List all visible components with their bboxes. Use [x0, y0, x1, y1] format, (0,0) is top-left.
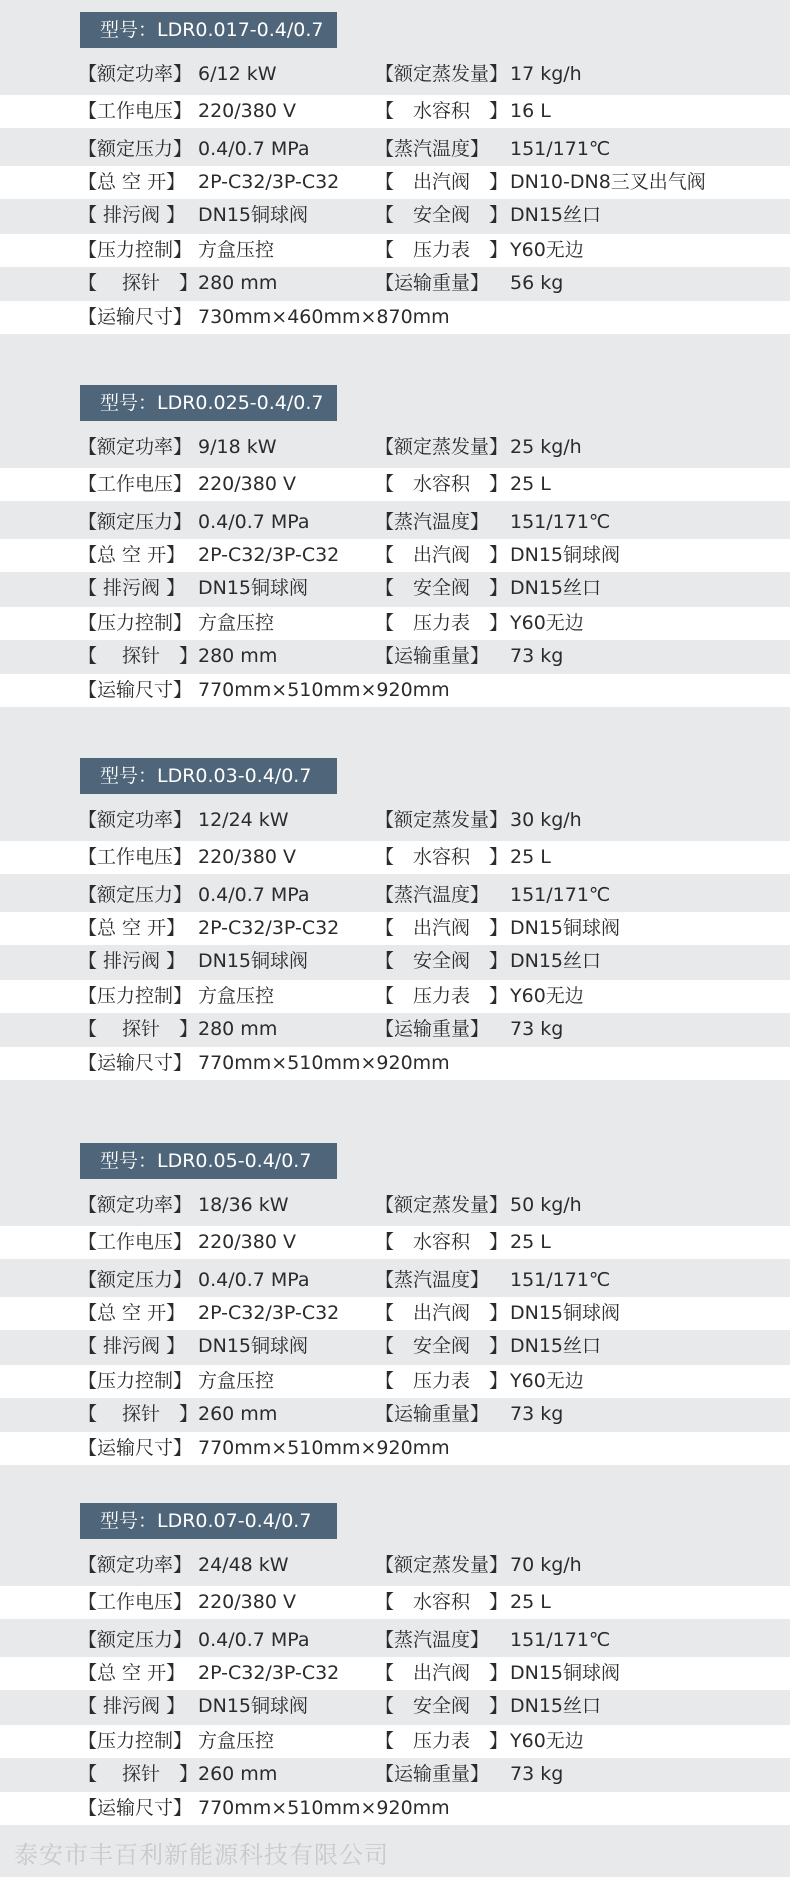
spec-value: Y60无边 [510, 1730, 584, 1752]
spec-label: 【工作电压】 [78, 1231, 193, 1253]
spec-label: 【工作电压】 [78, 100, 193, 122]
spec-row [0, 1013, 790, 1046]
spec-value: 方盒压控 [198, 985, 275, 1007]
spec-label: 【运输尺寸】 [78, 1437, 193, 1459]
spec-value: 2P-C32/3P-C32 [198, 171, 340, 193]
spec-value: 70 kg/h [510, 1554, 582, 1576]
spec-label: 【 安全阀 】 [375, 1695, 509, 1717]
spec-label: 【 安全阀 】 [375, 950, 509, 972]
spec-label: 【额定压力】 [78, 1629, 193, 1651]
spec-row [0, 95, 790, 128]
spec-value: 9/18 kW [198, 436, 277, 458]
spec-value: 方盒压控 [198, 1370, 275, 1392]
spec-label: 【额定功率】 [78, 1554, 193, 1576]
spec-label: 【 排污阀 】 [78, 950, 186, 972]
spec-row [0, 1432, 790, 1465]
spec-row [0, 1624, 790, 1657]
spec-label: 【蒸汽温度】 [375, 511, 490, 533]
spec-value: Y60无边 [510, 239, 584, 261]
spec-label: 【工作电压】 [78, 846, 193, 868]
spec-label: 【 安全阀 】 [375, 1335, 509, 1357]
spec-label: 【总 空 开】 [78, 1662, 186, 1684]
spec-label: 【额定功率】 [78, 436, 193, 458]
spec-row [0, 234, 790, 267]
spec-label: 【运输尺寸】 [78, 1797, 193, 1819]
spec-label: 【运输尺寸】 [78, 679, 193, 701]
spec-value: DN15丝口 [510, 204, 602, 226]
spec-value: 280 mm [198, 272, 278, 294]
spec-row [0, 58, 790, 91]
spec-label: 【 出汽阀 】 [375, 1662, 509, 1684]
spec-value: 25 L [510, 1591, 551, 1613]
spec-label: 【 出汽阀 】 [375, 544, 509, 566]
spec-value: 151/171℃ [510, 138, 611, 160]
spec-row [0, 1189, 790, 1222]
spec-value: 12/24 kW [198, 809, 289, 831]
spec-value: 220/380 V [198, 473, 296, 495]
spec-row [0, 912, 790, 945]
spec-label: 【额定功率】 [78, 63, 193, 85]
spec-value: 280 mm [198, 645, 278, 667]
spec-label: 【 水容积 】 [375, 100, 509, 122]
spec-value: 16 L [510, 100, 551, 122]
spec-row [0, 133, 790, 166]
spec-label: 【压力控制】 [78, 1730, 193, 1752]
spec-label: 【 探针 】 [78, 272, 199, 294]
spec-value: DN15铜球阀 [510, 544, 621, 566]
spec-value: 770mm×510mm×920mm [198, 1797, 450, 1819]
spec-row [0, 1226, 790, 1259]
spec-value: 260 mm [198, 1763, 278, 1785]
spec-label: 【总 空 开】 [78, 544, 186, 566]
spec-label: 【运输尺寸】 [78, 306, 193, 328]
spec-row [0, 1047, 790, 1080]
spec-label: 【 压力表 】 [375, 612, 509, 634]
model-title: 型号：LDR0.05-0.4/0.7 [80, 1143, 337, 1179]
spec-value: DN15铜球阀 [510, 1662, 621, 1684]
spec-label: 【 排污阀 】 [78, 1695, 186, 1717]
model-title: 型号：LDR0.03-0.4/0.7 [80, 758, 337, 794]
spec-value: 方盒压控 [198, 612, 275, 634]
spec-value: 770mm×510mm×920mm [198, 1437, 450, 1459]
spec-label: 【总 空 开】 [78, 1302, 186, 1324]
spec-label: 【 探针 】 [78, 1403, 199, 1425]
spec-row [0, 572, 790, 605]
spec-row [0, 980, 790, 1013]
spec-value: 770mm×510mm×920mm [198, 679, 450, 701]
spec-row [0, 804, 790, 837]
model-block [0, 1143, 790, 1488]
spec-value: DN15丝口 [510, 1335, 602, 1357]
spec-label: 【额定蒸发量】 [375, 63, 509, 85]
spec-value: DN15铜球阀 [510, 1302, 621, 1324]
spec-value: 770mm×510mm×920mm [198, 1052, 450, 1074]
spec-row [0, 945, 790, 978]
model-block [0, 1503, 790, 1848]
spec-value: DN15铜球阀 [198, 204, 309, 226]
spec-value: 17 kg/h [510, 63, 582, 85]
spec-label: 【 水容积 】 [375, 1231, 509, 1253]
spec-value: 25 L [510, 473, 551, 495]
spec-row [0, 301, 790, 334]
spec-label: 【额定压力】 [78, 511, 193, 533]
spec-value: 260 mm [198, 1403, 278, 1425]
spec-value: DN15铜球阀 [198, 1695, 309, 1717]
spec-label: 【 排污阀 】 [78, 577, 186, 599]
spec-label: 【 水容积 】 [375, 1591, 509, 1613]
spec-value: 73 kg [510, 1763, 564, 1785]
spec-value: 73 kg [510, 1018, 564, 1040]
spec-row [0, 468, 790, 501]
spec-label: 【 压力表 】 [375, 985, 509, 1007]
spec-label: 【压力控制】 [78, 985, 193, 1007]
spec-row [0, 1792, 790, 1825]
model-block [0, 12, 790, 357]
spec-value: 220/380 V [198, 846, 296, 868]
spec-value: 151/171℃ [510, 884, 611, 906]
spec-row [0, 674, 790, 707]
spec-label: 【运输尺寸】 [78, 1052, 193, 1074]
spec-row [0, 267, 790, 300]
spec-value: 280 mm [198, 1018, 278, 1040]
spec-label: 【额定蒸发量】 [375, 1194, 509, 1216]
spec-value: Y60无边 [510, 1370, 584, 1392]
spec-value: 220/380 V [198, 100, 296, 122]
spec-label: 【额定蒸发量】 [375, 436, 509, 458]
spec-row [0, 1758, 790, 1791]
spec-value: 0.4/0.7 MPa [198, 511, 310, 533]
spec-label: 【 水容积 】 [375, 846, 509, 868]
spec-value: DN15铜球阀 [198, 950, 309, 972]
spec-row [0, 166, 790, 199]
spec-value: 50 kg/h [510, 1194, 582, 1216]
spec-label: 【 安全阀 】 [375, 577, 509, 599]
spec-label: 【额定功率】 [78, 809, 193, 831]
spec-value: Y60无边 [510, 612, 584, 634]
spec-value: 151/171℃ [510, 1269, 611, 1291]
model-block [0, 385, 790, 730]
spec-label: 【工作电压】 [78, 1591, 193, 1613]
spec-row [0, 199, 790, 232]
model-title: 型号：LDR0.07-0.4/0.7 [80, 1503, 337, 1539]
spec-row [0, 1657, 790, 1690]
model-title: 型号：LDR0.025-0.4/0.7 [80, 385, 337, 421]
spec-label: 【运输重量】 [375, 272, 490, 294]
spec-value: 30 kg/h [510, 809, 582, 831]
spec-row [0, 607, 790, 640]
spec-row [0, 879, 790, 912]
spec-value: 24/48 kW [198, 1554, 289, 1576]
spec-value: 220/380 V [198, 1591, 296, 1613]
spec-label: 【 出汽阀 】 [375, 917, 509, 939]
spec-label: 【运输重量】 [375, 1763, 490, 1785]
spec-row [0, 1586, 790, 1619]
spec-value: 151/171℃ [510, 1629, 611, 1651]
model-title: 型号：LDR0.017-0.4/0.7 [80, 12, 337, 48]
spec-label: 【蒸汽温度】 [375, 1269, 490, 1291]
spec-value: DN10-DN8三叉出气阀 [510, 171, 706, 193]
spec-value: DN15丝口 [510, 577, 602, 599]
spec-label: 【 探针 】 [78, 1763, 199, 1785]
spec-label: 【额定压力】 [78, 138, 193, 160]
spec-row [0, 1690, 790, 1723]
spec-label: 【 压力表 】 [375, 1370, 509, 1392]
spec-label: 【 水容积 】 [375, 473, 509, 495]
spec-value: DN15铜球阀 [198, 577, 309, 599]
spec-label: 【额定蒸发量】 [375, 1554, 509, 1576]
spec-value: 0.4/0.7 MPa [198, 138, 310, 160]
spec-value: Y60无边 [510, 985, 584, 1007]
spec-value: 2P-C32/3P-C32 [198, 1662, 340, 1684]
spec-value: 0.4/0.7 MPa [198, 884, 310, 906]
spec-label: 【 探针 】 [78, 1018, 199, 1040]
spec-label: 【蒸汽温度】 [375, 884, 490, 906]
spec-value: 730mm×460mm×870mm [198, 306, 450, 328]
spec-value: 2P-C32/3P-C32 [198, 917, 340, 939]
spec-value: 方盒压控 [198, 239, 275, 261]
spec-label: 【额定功率】 [78, 1194, 193, 1216]
spec-label: 【总 空 开】 [78, 171, 186, 193]
spec-row [0, 1297, 790, 1330]
spec-label: 【 压力表 】 [375, 1730, 509, 1752]
spec-label: 【运输重量】 [375, 645, 490, 667]
spec-value: 220/380 V [198, 1231, 296, 1253]
spec-row [0, 1398, 790, 1431]
spec-row [0, 539, 790, 572]
spec-label: 【额定压力】 [78, 884, 193, 906]
spec-row [0, 841, 790, 874]
spec-value: 0.4/0.7 MPa [198, 1629, 310, 1651]
spec-label: 【总 空 开】 [78, 917, 186, 939]
company-watermark: 泰安市丰百利新能源科技有限公司 [14, 1841, 389, 1869]
spec-row [0, 640, 790, 673]
model-block [0, 758, 790, 1103]
spec-label: 【运输重量】 [375, 1018, 490, 1040]
spec-value: 方盒压控 [198, 1730, 275, 1752]
spec-label: 【 出汽阀 】 [375, 171, 509, 193]
spec-label: 【 探针 】 [78, 645, 199, 667]
spec-value: 25 kg/h [510, 436, 582, 458]
spec-value: 2P-C32/3P-C32 [198, 544, 340, 566]
spec-value: 151/171℃ [510, 511, 611, 533]
spec-row [0, 431, 790, 464]
spec-row [0, 1264, 790, 1297]
spec-value: 18/36 kW [198, 1194, 289, 1216]
spec-label: 【蒸汽温度】 [375, 138, 490, 160]
spec-row [0, 506, 790, 539]
spec-value: DN15铜球阀 [510, 917, 621, 939]
spec-label: 【压力控制】 [78, 239, 193, 261]
spec-row [0, 1365, 790, 1398]
spec-row [0, 1549, 790, 1582]
spec-label: 【工作电压】 [78, 473, 193, 495]
spec-label: 【压力控制】 [78, 1370, 193, 1392]
spec-value: 73 kg [510, 1403, 564, 1425]
spec-label: 【压力控制】 [78, 612, 193, 634]
spec-label: 【 排污阀 】 [78, 1335, 186, 1357]
spec-value: 25 L [510, 846, 551, 868]
spec-value: 25 L [510, 1231, 551, 1253]
spec-label: 【额定压力】 [78, 1269, 193, 1291]
spec-value: 0.4/0.7 MPa [198, 1269, 310, 1291]
spec-value: DN15铜球阀 [198, 1335, 309, 1357]
spec-row [0, 1330, 790, 1363]
spec-label: 【额定蒸发量】 [375, 809, 509, 831]
spec-row [0, 1725, 790, 1758]
spec-value: 2P-C32/3P-C32 [198, 1302, 340, 1324]
spec-label: 【运输重量】 [375, 1403, 490, 1425]
spec-label: 【蒸汽温度】 [375, 1629, 490, 1651]
spec-value: 6/12 kW [198, 63, 277, 85]
spec-value: 56 kg [510, 272, 564, 294]
spec-value: 73 kg [510, 645, 564, 667]
spec-label: 【 安全阀 】 [375, 204, 509, 226]
spec-label: 【 出汽阀 】 [375, 1302, 509, 1324]
spec-value: DN15丝口 [510, 950, 602, 972]
spec-label: 【 排污阀 】 [78, 204, 186, 226]
spec-value: DN15丝口 [510, 1695, 602, 1717]
spec-label: 【 压力表 】 [375, 239, 509, 261]
